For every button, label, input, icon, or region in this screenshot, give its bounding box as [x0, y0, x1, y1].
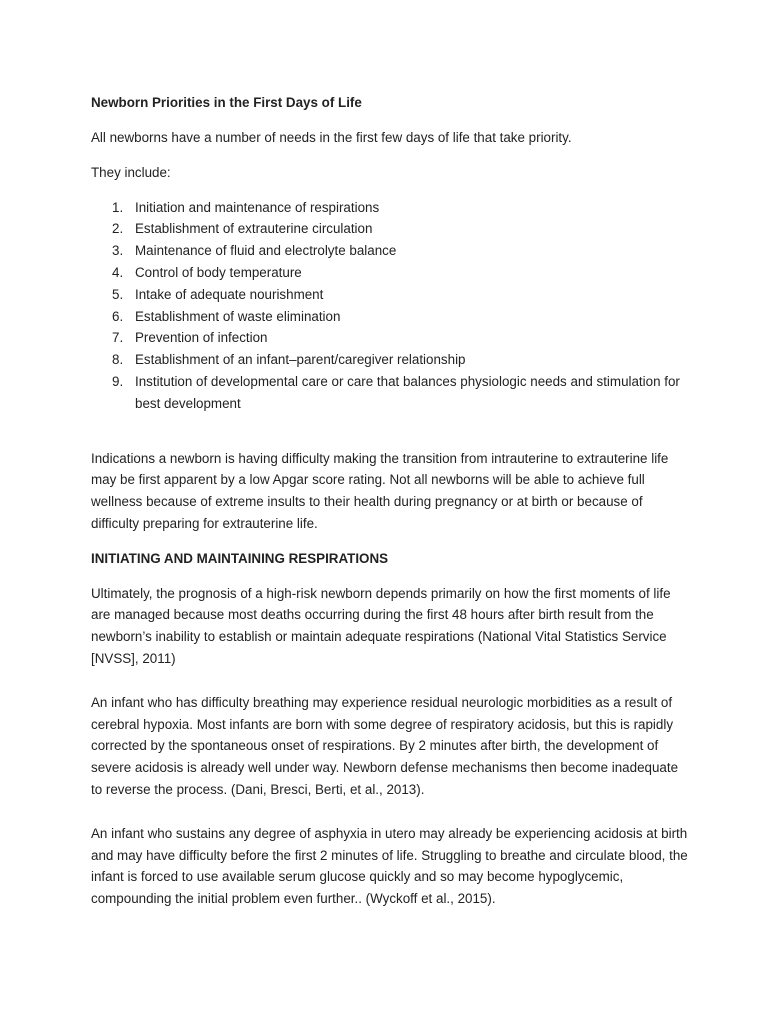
list-item-number: 9. — [112, 373, 124, 389]
prognosis-paragraph: Ultimately, the prognosis of a high-risk newborn depends primarily on how the first moments of life are managed because most deaths occurring during the first 48 hours after birth result from the newborn’s inability to establish or maintain adequate respirations (National Vital Statistics Service [NVSS], 2011) — [91, 585, 671, 666]
intro-paragraph: All newborns have a number of needs in the first few days of life that take priority. — [91, 130, 572, 145]
breathing-paragraph: An infant who has difficulty breathing may experience residual neurologic morbidities as a result of cerebral hypoxia. Most infants are born with some degree of respiratory acidosis, but this is rapidly corrected by the spontaneous onset of respirations. By 2 minutes after birth, the development of severe acidosis is already well under way. Newborn defense mechanisms then become inadequate to reverse the process. (Dani, Bresci, Berti, et al., 2013). — [91, 694, 679, 797]
list-item-text: Maintenance of fluid and electrolyte balance — [135, 243, 397, 259]
list-item-text: Establishment of extrauterine circulation — [135, 221, 373, 237]
list-item-text: Intake of adequate nourishment — [135, 286, 324, 302]
list-item-text: Establishment of an infant–parent/caregiver relationship — [135, 352, 466, 368]
list-item — [91, 327, 691, 349]
list-item-number: 7. — [112, 330, 124, 346]
list-item — [91, 240, 691, 262]
indications-paragraph: Indications a newborn is having difficulty making the transition from intrauterine to extrauterine life may be first apparent by a low Apgar score rating. Not all newborns will be able to achieve full wellness because of extreme insults to their health during pregnancy or at birth or because of difficulty preparing for extrauterine life. — [91, 450, 669, 531]
priorities-list — [91, 197, 691, 415]
list-item — [91, 371, 691, 415]
list-item-number: 3. — [112, 243, 124, 259]
list-item-text: Establishment of waste elimination — [135, 308, 341, 324]
list-item-text: Initiation and maintenance of respirations — [135, 199, 380, 215]
list-item-text: Institution of developmental care or care that balances physiologic needs and stimulation for best development — [135, 373, 680, 411]
document-title: Newborn Priorities in the First Days of Life — [91, 95, 362, 110]
list-item — [91, 262, 691, 284]
document-body — [91, 92, 691, 910]
list-item-number: 8. — [112, 352, 124, 368]
list-item-text: Prevention of infection — [135, 330, 268, 346]
list-item-number: 1. — [112, 199, 124, 215]
list-item — [91, 218, 691, 240]
list-item — [91, 284, 691, 306]
list-item — [91, 197, 691, 219]
list-item-number: 6. — [112, 308, 124, 324]
list-item-number: 2. — [112, 221, 124, 237]
list-lead-text: They include: — [91, 164, 171, 180]
list-item-number: 5. — [112, 286, 124, 302]
list-item-number: 4. — [112, 264, 124, 280]
list-item — [91, 306, 691, 328]
list-item — [91, 349, 691, 371]
section-heading: INITIATING AND MAINTAINING RESPIRATIONS — [91, 550, 389, 566]
asphyxia-paragraph: An infant who sustains any degree of asphyxia in utero may already be experiencing acidosis at birth and may have difficulty before the first 2 minutes of life. Struggling to breathe and circulate blood, the infant is forced to use available serum glucose quickly and so may become hypoglycemic, compounding the initial problem even further.. (Wyckoff et al., 2015). — [91, 825, 688, 907]
list-item-text: Control of body temperature — [135, 264, 302, 280]
